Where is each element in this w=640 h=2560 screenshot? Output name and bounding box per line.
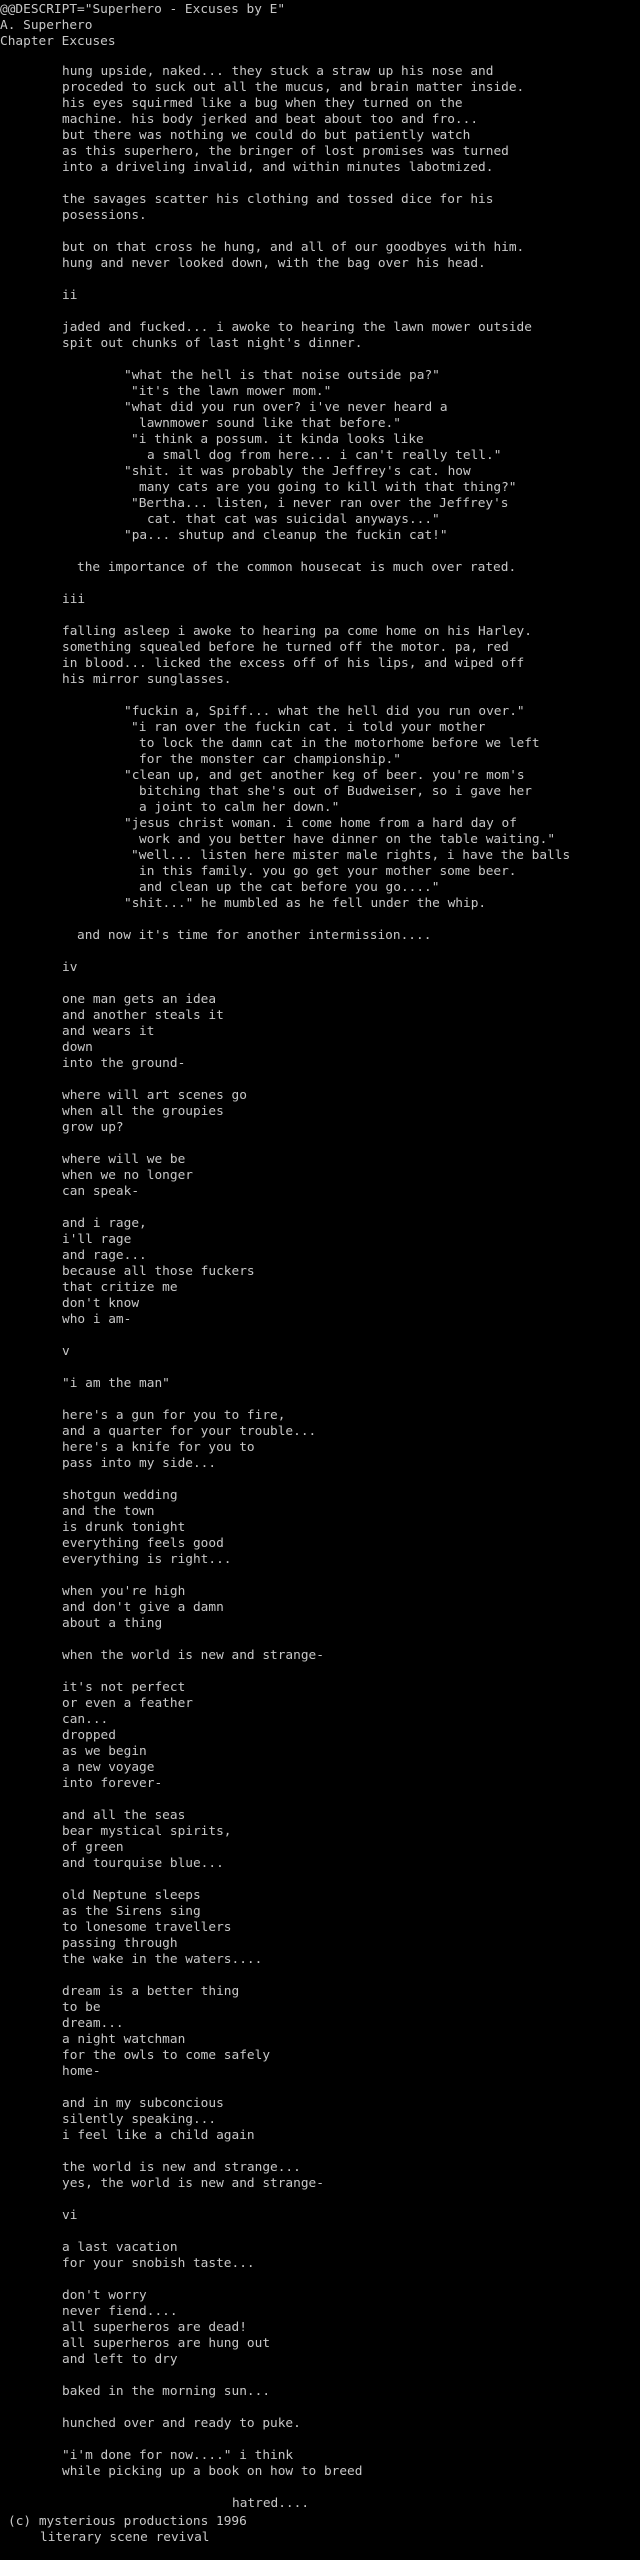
text-line: never fiend.... [62, 2304, 178, 2319]
text-line: and the town [62, 1504, 155, 1519]
text-line: as the Sirens sing [62, 1904, 201, 1919]
text-line: into a driveling invalid, and within minutes labotmized. [62, 160, 494, 175]
text-line: falling asleep i awoke to hearing pa come home on his Harley. [62, 624, 532, 639]
text-line: shotgun wedding [62, 1488, 178, 1503]
text-line: is drunk tonight [62, 1520, 186, 1535]
text-line: "it's the lawn mower mom." [131, 384, 332, 399]
text-line: his eyes squirmed like a bug when they turned on the [62, 96, 463, 111]
text-line: all superheros are dead! [62, 2320, 247, 2335]
text-line: in this family. you go get your mother some beer. [139, 864, 517, 879]
text-line: "pa... shutup and cleanup the fuckin cat!" [124, 528, 448, 543]
text-line: it's not perfect [62, 1680, 186, 1695]
text-line: i'll rage [62, 1232, 132, 1247]
text-line: cat. that cat was suicidal anyways..." [147, 512, 440, 527]
text-line: "clean up, and get another keg of beer. you're mom's [124, 768, 525, 783]
text-line: the wake in the waters.... [62, 1952, 263, 1967]
text-line: of green [62, 1840, 124, 1855]
text-line: and wears it [62, 1024, 155, 1039]
text-line: into forever- [62, 1776, 163, 1791]
text-line: "well... listen here mister male rights, i have the balls [131, 848, 571, 863]
text-line: and another steals it [62, 1008, 224, 1023]
text-line: to be [62, 2000, 101, 2015]
text-line: when you're high [62, 1584, 186, 1599]
text-line: for the monster car championship." [139, 752, 401, 767]
text-line: and a quarter for your trouble... [62, 1424, 317, 1439]
text-line: "shit. it was probably the Jeffrey's cat. how [124, 464, 471, 479]
text-line: where will art scenes go [62, 1088, 247, 1103]
text-line: his mirror sunglasses. [62, 672, 232, 687]
text-line: a new voyage [62, 1760, 155, 1775]
text-line: down [62, 1040, 93, 1055]
text-line: iv [62, 960, 78, 975]
text-line: passing through [62, 1936, 178, 1951]
text-line: i feel like a child again [62, 2128, 255, 2143]
text-line: everything is right... [62, 1552, 232, 1567]
text-line: about a thing [62, 1616, 163, 1631]
text-line: all superheros are hung out [62, 2336, 271, 2351]
text-line: "fuckin a, Spiff... what the hell did you run over." [124, 704, 525, 719]
text-line: grow up? [62, 1120, 124, 1135]
text-line: pass into my side... [62, 1456, 217, 1471]
text-line: ii [62, 288, 78, 303]
text-line: bear mystical spirits, [62, 1824, 232, 1839]
text-line: work and you better have dinner on the table waiting." [139, 832, 556, 847]
text-line: machine. his body jerked and beat about too and fro... [62, 112, 479, 127]
text-line: something squealed before he turned off the motor. pa, red [62, 640, 509, 655]
text-line: that critize me [62, 1280, 178, 1295]
text-line: as we begin [62, 1744, 147, 1759]
author-line: A. Superhero [0, 18, 93, 33]
copyright-line: (c) mysterious productions 1996 [8, 2514, 247, 2529]
text-line: and in my subconcious [62, 2096, 224, 2111]
text-line: many cats are you going to kill with that thing?" [139, 480, 517, 495]
text-line: for your snobish taste... [62, 2256, 255, 2271]
text-line: for the owls to come safely [62, 2048, 271, 2063]
text-line: to lonesome travellers [62, 1920, 232, 1935]
text-line: one man gets an idea [62, 992, 217, 1007]
text-line: when we no longer [62, 1168, 193, 1183]
text-line: to lock the damn cat in the motorhome before we left [139, 736, 540, 751]
text-line: can speak- [62, 1184, 140, 1199]
text-line: yes, the world is new and strange- [62, 2176, 324, 2191]
text-line: silently speaking... [62, 2112, 217, 2127]
text-line: "Bertha... listen, i never ran over the Jeffrey's [131, 496, 509, 511]
text-line: and rage... [62, 1248, 147, 1263]
chapter-title: Chapter Excuses [0, 34, 116, 49]
text-line: a small dog from here... i can't really tell." [147, 448, 502, 463]
text-line: and i rage, [62, 1216, 147, 1231]
text-line: vi [62, 2208, 78, 2223]
text-line: when all the groupies [62, 1104, 224, 1119]
text-line: a night watchman [62, 2032, 186, 2047]
text-line: hunched over and ready to puke. [62, 2416, 301, 2431]
text-line: don't worry [62, 2288, 147, 2303]
text-line: lawnmower sound like that before." [139, 416, 401, 431]
text-line: because all those fuckers [62, 1264, 255, 1279]
text-line: while picking up a book on how to breed [62, 2464, 363, 2479]
text-line: "i am the man" [62, 1376, 170, 1391]
text-line: baked in the morning sun... [62, 2384, 271, 2399]
text-line: dream... [62, 2016, 124, 2031]
text-line: but on that cross he hung, and all of our goodbyes with him. [62, 240, 525, 255]
text-line: here's a gun for you to fire, [62, 1408, 286, 1423]
text-line: jaded and fucked... i awoke to hearing the lawn mower outside [62, 320, 532, 335]
text-line: old Neptune sleeps [62, 1888, 201, 1903]
text-line: the importance of the common housecat is much over rated. [77, 560, 517, 575]
text-line: "what the hell is that noise outside pa?" [124, 368, 440, 383]
text-line: as this superhero, the bringer of lost promises was turned [62, 144, 509, 159]
text-line: and all the seas [62, 1808, 186, 1823]
text-line: or even a feather [62, 1696, 193, 1711]
text-line: but there was nothing we could do but patiently watch [62, 128, 471, 143]
text-line: dropped [62, 1728, 116, 1743]
text-line: "i'm done for now...." i think [62, 2448, 294, 2463]
text-line: proceded to suck out all the mucus, and brain matter inside. [62, 80, 525, 95]
text-line: a last vacation [62, 2240, 178, 2255]
text-line: bitching that she's out of Budweiser, so i gave her [139, 784, 532, 799]
text-line: a joint to calm her down." [139, 800, 340, 815]
text-line: dream is a better thing [62, 1984, 240, 1999]
text-line: "i think a possum. it kinda looks like [131, 432, 424, 447]
text-line: hatred.... [232, 2496, 310, 2511]
tagline: literary scene revival [40, 2530, 210, 2545]
text-line: and left to dry [62, 2352, 178, 2367]
text-line: iii [62, 592, 86, 607]
text-line: everything feels good [62, 1536, 224, 1551]
text-line: and now it's time for another intermission.... [77, 928, 432, 943]
text-line: "shit..." he mumbled as he fell under the whip. [124, 896, 487, 911]
text-line: posessions. [62, 208, 147, 223]
text-line: and don't give a damn [62, 1600, 224, 1615]
text-line: hung and never looked down, with the bag over his head. [62, 256, 486, 271]
text-line: "jesus christ woman. i come home from a hard day of [124, 816, 517, 831]
text-line: and tourquise blue... [62, 1856, 224, 1871]
text-line: "i ran over the fuckin cat. i told your mother [131, 720, 486, 735]
text-line: don't know [62, 1296, 140, 1311]
text-line: who i am- [62, 1312, 132, 1327]
text-line: and clean up the cat before you go...." [139, 880, 440, 895]
text-line: home- [62, 2064, 101, 2079]
text-line: into the ground- [62, 1056, 186, 1071]
text-line: here's a knife for you to [62, 1440, 255, 1455]
descript-line: @@DESCRIPT="Superhero - Excuses by E" [0, 2, 286, 17]
text-line: the world is new and strange... [62, 2160, 301, 2175]
text-line: when the world is new and strange- [62, 1648, 324, 1663]
text-line: can... [62, 1712, 109, 1727]
text-line: where will we be [62, 1152, 186, 1167]
text-line: the savages scatter his clothing and tossed dice for his [62, 192, 494, 207]
text-line: v [62, 1344, 70, 1359]
text-line: hung upside, naked... they stuck a straw up his nose and [62, 64, 494, 79]
text-line: spit out chunks of last night's dinner. [62, 336, 363, 351]
text-line: "what did you run over? i've never heard a [124, 400, 448, 415]
text-line: in blood... licked the excess off of his lips, and wiped off [62, 656, 525, 671]
